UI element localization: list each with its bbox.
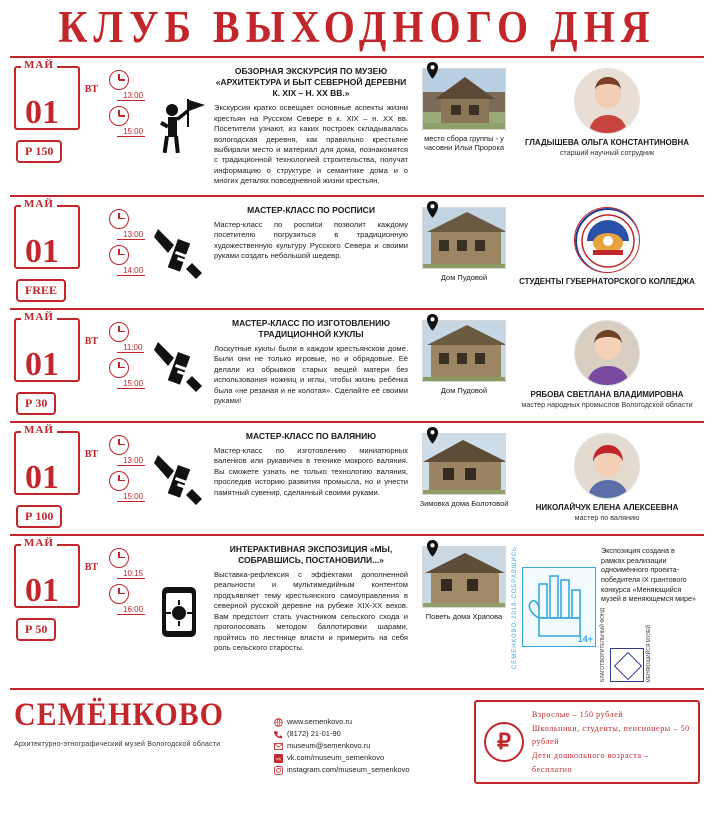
price-line: Дети дошкольного возраста – бесплатно <box>532 750 649 774</box>
exhibit-graphic <box>512 546 596 669</box>
event-date-block <box>12 197 104 302</box>
person-name: ГЛАДЫШЕВА ОЛЬГА КОНСТАНТИНОВНА <box>524 138 690 147</box>
contacts-list <box>274 700 464 776</box>
event-row <box>10 536 704 690</box>
price-badge: Р 50 <box>16 618 56 641</box>
award-label: МЕНЯЮЩИЙСЯ МУЗЕЙ <box>645 624 652 683</box>
contact-item[interactable] <box>274 752 464 764</box>
event-time: 13:00 <box>117 456 145 466</box>
price-badge: Р 30 <box>16 392 56 415</box>
touch-screen-icon <box>148 542 210 682</box>
price-line: Школьники, студенты, пенсионеры – 50 рублей <box>532 723 690 747</box>
date-day: 01 <box>25 232 59 270</box>
event-row <box>10 56 704 197</box>
avatar <box>574 68 640 134</box>
ruble-icon: ₽ <box>484 722 524 762</box>
event-person <box>512 429 702 528</box>
clock-icon <box>109 584 143 614</box>
event-person <box>512 203 702 302</box>
exhibit-note: Экспозиция создана в рамках реализации одноимённого проекта-победителя IX грантового конкурса «Меняющийся музей в меняющемся мире» <box>601 545 697 604</box>
place-label: место сбора группы - у часовни Ильи Пророка <box>423 134 505 153</box>
event-title: МАСТЕР-КЛАСС ПО ВАЛЯНИЮ <box>245 430 377 441</box>
events-list <box>10 56 704 690</box>
event-person <box>512 64 702 189</box>
date-weekday: ВТ <box>84 335 98 347</box>
event-description: Экскурсия кратко освещает основные аспекты жизни крестьян на Русском Севере в к. XIX – н. XX вв. Посетители узнают, из каких построек складывалась вологодская деревня, как правильно крестьяне выбирали место и материал для дома, познакомятся с традиционной технологией строительства, получат информацию о структуре и семантике дома и о многих деталях повседневной жизни крестьян. <box>214 103 408 186</box>
event-time: 13:00 <box>117 230 145 240</box>
event-place <box>416 542 512 682</box>
exhibit-info <box>512 542 702 682</box>
event-row <box>10 310 704 423</box>
contact-text: instagram.com/museum_semenkovo <box>287 765 410 775</box>
brush-icon <box>148 429 210 528</box>
price-lines <box>532 708 690 776</box>
event-text <box>210 429 416 528</box>
phone-icon <box>274 730 283 739</box>
event-time: 15:00 <box>117 379 145 389</box>
vk-icon <box>274 754 283 763</box>
guide-with-flag-icon <box>148 64 210 189</box>
event-title: ИНТЕРАКТИВНАЯ ЭКСПОЗИЦИЯ «МЫ, СОБРАВШИСЬ, ПОСТАНОВИЛИ...» <box>229 543 393 565</box>
event-date-block <box>12 423 104 528</box>
place-label: Дом Пудовой <box>440 385 488 395</box>
clock-icon <box>109 358 143 388</box>
event-place <box>416 64 512 189</box>
event-description: Мастер-класс по изготовлению миниатюрных валенков или рукавичек в технике мокрого валяния. Вы сможете узнать не только технологию валяния, проследив историю развития промысла, но и унести памятный сувенир, сделанный своими руками. <box>214 445 408 497</box>
date-box <box>14 536 98 609</box>
date-box <box>14 59 98 131</box>
clock-icon <box>109 245 143 275</box>
event-date-block <box>12 310 104 415</box>
map-pin-icon <box>426 540 439 557</box>
event-date-block <box>12 536 104 682</box>
contact-item[interactable] <box>274 764 464 776</box>
event-title: ОБЗОРНАЯ ЭКСКУРСИЯ ПО МУЗЕЮ «АРХИТЕКТУРА И БЫТ СЕВЕРНОЙ ДЕРЕВНИ К. XIX – Н. XX ВВ.» <box>215 66 407 99</box>
prices-box <box>474 700 700 784</box>
award-label: БЛАГОТВОРИТЕЛЬНЫЙ ФОНД <box>600 608 606 683</box>
event-times <box>104 64 148 189</box>
date-day: 01 <box>25 571 59 609</box>
event-times <box>104 203 148 302</box>
event-time: 10:15 <box>117 569 145 579</box>
clock-icon <box>109 548 143 578</box>
event-text <box>210 64 416 189</box>
clock-icon <box>109 435 143 465</box>
place-label: Дом Пудовой <box>440 272 488 282</box>
age-rating-badge: 14+ <box>577 634 593 645</box>
event-text <box>210 542 416 682</box>
brush-icon <box>148 316 210 415</box>
clock-icon <box>109 322 143 352</box>
contact-item[interactable] <box>274 740 464 752</box>
map-pin-icon <box>426 427 439 444</box>
date-weekday: ВТ <box>84 448 98 460</box>
person-role: мастер народных промыслов Вологодской области <box>521 399 693 409</box>
event-person <box>512 316 702 415</box>
clock-icon <box>109 471 143 501</box>
contact-text: (8172) 21-01-90 <box>287 729 341 739</box>
poster-footer <box>10 690 704 784</box>
poster-header <box>10 0 704 53</box>
map-pin-icon <box>426 314 439 331</box>
price-line: Взрослые – 150 рублей <box>532 710 624 720</box>
event-row <box>10 423 704 536</box>
place-label: Поветь дома Храпова <box>425 611 503 621</box>
price-badge: FREE <box>16 279 66 302</box>
date-day: 01 <box>25 458 59 496</box>
event-times <box>104 316 148 415</box>
contact-text: www.semenkovo.ru <box>287 717 353 727</box>
museum-logo: СЕМЁНКОВО <box>14 696 225 733</box>
hand-graphic <box>522 567 596 647</box>
event-description: Выставка-рефлексия с эффектами дополненной реальности и мультимедийным контентом продъявляет тему крестьянского самоуправления в северной русской деревне на рубеже XIX-XX веков. Вам предстоит стать участником сельского схода и проголосовать методом баллотировки шарами, пройтись по лестнице власти и примерить на себя роль сельского старосты. <box>214 569 408 653</box>
event-time: 15:00 <box>117 492 145 502</box>
map-pin-icon <box>426 62 439 79</box>
avatar <box>574 320 640 386</box>
person-name: СТУДЕНТЫ ГУБЕРНАТОРСКОГО КОЛЛЕДЖА <box>519 276 695 286</box>
date-box <box>14 310 98 383</box>
clock-icon <box>109 106 143 136</box>
contact-text: vk.com/museum_semenkovo <box>287 753 385 763</box>
museum-logo-block <box>14 696 264 749</box>
event-title: МАСТЕР-КЛАСС ПО ИЗГОТОВЛЕНИЮ ТРАДИЦИОННОЙ КУКЛЫ <box>231 317 390 339</box>
event-time: 14:00 <box>117 266 145 276</box>
person-name: РЯБОВА СВЕТЛАНА ВЛАДИМИРОВНА <box>530 389 684 399</box>
date-box <box>14 197 80 270</box>
svg-text:VK: VK <box>275 756 282 762</box>
event-time: 15:00 <box>117 127 145 137</box>
date-day: 01 <box>25 345 59 383</box>
event-description: Мастер-класс по росписи позволит каждому посетителю погрузиться в традиционную художественную культуру Русского Севера и своими руками создать небольшой шедевр. <box>214 219 408 261</box>
map-pin-icon <box>426 201 439 218</box>
brush-icon <box>148 203 210 302</box>
event-times <box>104 429 148 528</box>
museum-subtitle: Архитектурно-этнографический музей Вологодской области <box>14 741 221 749</box>
date-month: МАЙ <box>21 311 57 323</box>
page-title: КЛУБ ВЫХОДНОГО ДНЯ <box>58 0 656 53</box>
person-role: старший научный сотрудник <box>559 148 655 157</box>
clock-icon <box>109 70 143 100</box>
price-badge: Р 150 <box>16 140 62 163</box>
person-role: мастер по валянию <box>574 512 640 522</box>
date-month: МАЙ <box>21 424 57 436</box>
event-date-block <box>12 59 104 189</box>
contact-item[interactable] <box>274 716 464 728</box>
date-day: 01 <box>25 94 59 131</box>
event-time: 11:00 <box>117 343 144 353</box>
event-text <box>210 316 416 415</box>
date-weekday: ВТ <box>84 561 98 573</box>
event-time: 16:00 <box>117 605 145 615</box>
event-times <box>104 542 148 682</box>
award-logo-icon <box>610 648 644 682</box>
instagram-icon <box>274 766 283 775</box>
event-row <box>10 197 704 310</box>
event-place <box>416 203 512 302</box>
place-label: Зимовка дома Болотовой <box>419 498 509 508</box>
event-description: Лоскутные куклы были в каждом крестьянском доме. Были они не только игровые, но и обрядовые. Её делали из обрывков старых вещей матери без использования ножниц и иглы, чтобы жизнь ребёнка была «не резаная и не колотая». Сделайте её своими руками! <box>214 343 408 406</box>
event-place <box>416 316 512 415</box>
avatar <box>574 433 640 499</box>
clock-icon <box>109 209 143 239</box>
exhibit-vertical-label: СЕМЁНКОВО-2018-СОБРАВШИСЬ <box>512 545 518 669</box>
event-text <box>210 203 416 302</box>
event-place <box>416 429 512 528</box>
date-month: МАЙ <box>21 59 57 71</box>
contact-text: museum@semenkovo.ru <box>287 741 371 751</box>
mail-icon <box>274 742 283 751</box>
date-weekday: ВТ <box>84 84 98 95</box>
date-month: МАЙ <box>21 537 57 549</box>
date-box <box>14 423 98 496</box>
event-time: 13:00 <box>117 91 145 101</box>
avatar <box>574 207 640 273</box>
price-badge: Р 100 <box>16 505 62 528</box>
event-title: МАСТЕР-КЛАСС ПО РОСПИСИ <box>247 204 375 215</box>
date-month: МАЙ <box>21 198 57 210</box>
globe-icon <box>274 718 283 727</box>
contact-item[interactable] <box>274 728 464 740</box>
award-logos <box>601 608 697 682</box>
person-name: НИКОЛАЙЧУК ЕЛЕНА АЛЕКСЕЕВНА <box>535 502 679 512</box>
